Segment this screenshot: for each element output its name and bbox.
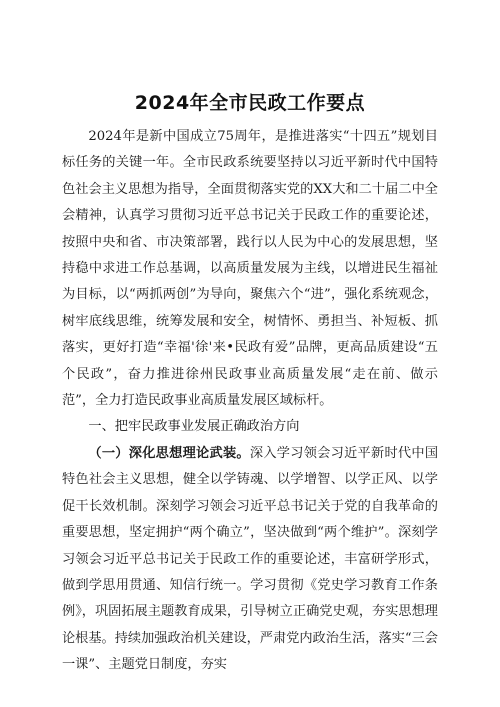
intro-paragraph: 2024年是新中国成立75周年，是推进落实“十四五”规划目标任务的关键一年。全市民政系统要坚持以习近平新时代中国特色社会主义思想为指导，全面贯彻落实党的XX大和二十届二中全会精神，认真学习贯彻习近平总书记关于民政工作的重要论述，按照中央和省、市决策部署，践行以人民为中心的发展思想，坚持稳中求进工作总基调，以高质量发展为主线，以增进民生福祉为目标，以“两抓两创”为导向，聚焦六个“进”，强化系统观念，树牢底线思维，统筹发展和安全，树情怀、勇担当、补短板、抓落实，更好打造“幸福'徐'来•民政有爱”品牌，更高品质建设“五个民政”，奋力推进徐州民政事业高质量发展“走在前、做示范”，全力打造民政事业高质量发展区域标杆。	[62, 129, 438, 409]
document-title: 2024年全市民政工作要点	[134, 92, 366, 114]
subsection-label: （一）深化思想理论武装。	[88, 445, 250, 461]
section-heading: 一、把牢民政事业发展正确政治方向	[88, 419, 300, 435]
subsection-body: 深入学习领会习近平新时代中国特色社会主义思想，健全以学铸魂、以学增智、以学正风、以学促干长效机制。深刻学习领会习近平总书记关于党的自我革命的重要思想，坚定拥护“两个确立”，坚决做到“两个维护”。深刻学习领会习近平总书记关于民政工作的重要论述，丰富研学形式，做到学思用贯通、知信行统一。学习贯彻《党史学习教育工作条例》，巩固拓展主题教育成果，引导树立正确党史观，夯实思想理论根基。持续加强政治机关建设，严肃党内政治生活，落实“三会一课”、主题党日制度，夯实	[62, 445, 439, 673]
subsection-paragraph	[62, 441, 438, 679]
